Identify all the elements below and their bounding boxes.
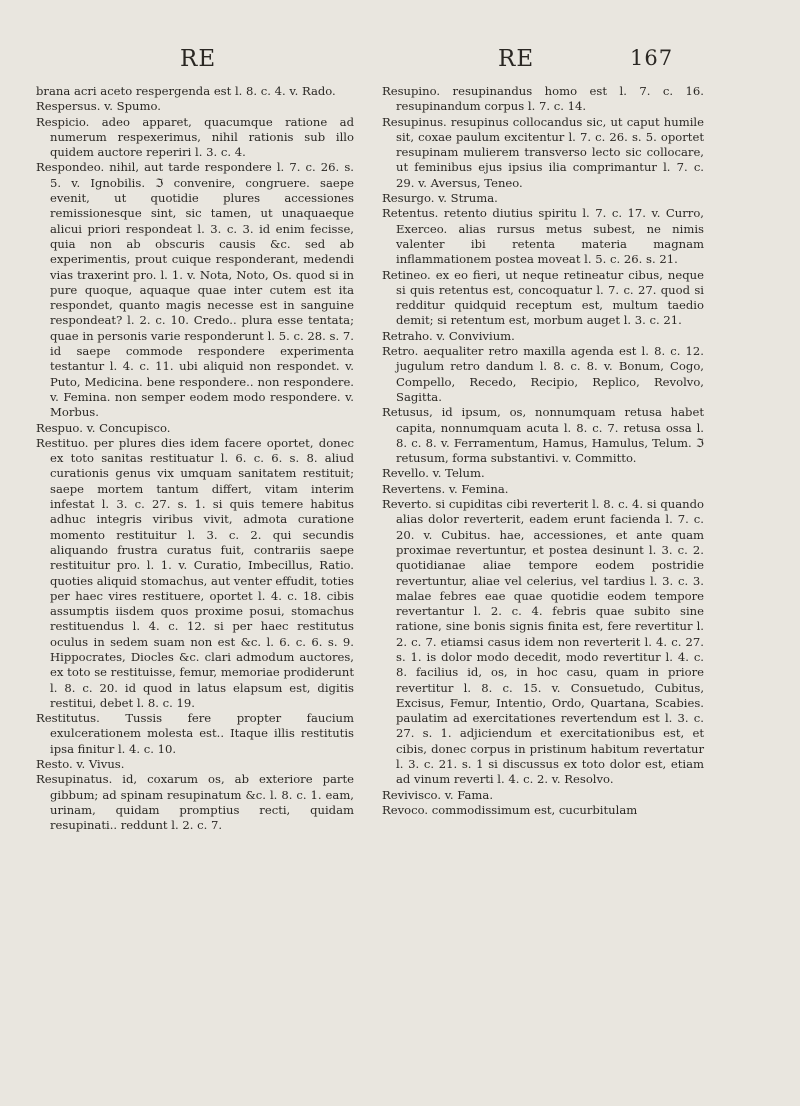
left-column xyxy=(36,84,354,834)
entry-revello: Revello. v. Telum. xyxy=(382,466,485,481)
running-head-right: RE xyxy=(498,46,535,72)
entry-resto: Resto. v. Vivus. xyxy=(36,757,125,772)
entry-resupinus: Resupinus. resupinus collocandus sic, ut caput humile sit, coxae paulum excitentur l. 7. c. 26. s. 5. oportet resupinam mulierem transverso lecto sic collocare, ut feminibus ejus ipsius ilia comprimantur l. 7. c. 29. v. Aversus, Teneo. xyxy=(382,114,704,190)
running-head-left: RE xyxy=(180,46,217,72)
entry-retentus: Retentus. retento diutius spiritu l. 7. c. 17. v. Curro, Exerceo. alias rursus metus subest, ne nimis valenter ibi retenta materia magnam inflammationem postea moveat l. 5. c. 26. s. 21. xyxy=(382,206,704,267)
entry-respersus: Respersus. v. Spumo. xyxy=(36,99,161,114)
entry-respicio: Respicio. adeo apparet, quacumque ratione ad numerum respexerimus, nihil rationis sub illo quidem auctore reperiri l. 3. c. 4. xyxy=(36,114,354,160)
entry-reverto: Reverto. si cupiditas cibi reverterit l. 8. c. 4. si quando alias dolor reverterit, eadem erunt facienda l. 7. c. 20. v. Cubitus. hae, accessiones, et ante quam proximae revertuntur, et postea desinunt l. 3. c. 2. quotidianae aliae tempore eodem postridie revertuntur, aliae vel celerius, vel tardius l. 3. c. 3. malae febres eae quae quotidie eodem tempore revertantur l. 2. c. 4. febris quae subito sine ratione, sine bonis signis finita est, fere revertitur l. 2. c. 7. etiamsi casus idem non reverterit l. 4. c. 27. s. 1. is dolor modo decedit, modo revertitur l. 4. c. 8. facilius id, os, in hoc casu, quam in priore revertitur l. 8. c. 15. v. Consuetudo, Cubitus, Excisus, Femur, Intentio, Ordo, Quartana, Scabies. paulatim ad exercitationes revertendum est l. 3. c. 27. s. 1. adjiciendum et exercitationibus est, et cibis, donec corpus in pristinum habitum revertatur l. 3. c. 21. s. 1 si discussus ex toto dolor est, etiam ad vinum reverti l. 4. c. 2. v. Resolvo. xyxy=(382,497,704,787)
entry-retusus: Retusus, id ipsum, os, nonnumquam retusa habet capita, nonnumquam acuta l. 8. c. 7. retusa ossa l. 8. c. 8. v. Ferramentum, Hamus, Hamulus, Telum. ℑ retusum, forma substantivi. v. Committo. xyxy=(382,405,704,466)
entry-brana: brana acri aceto respergenda est l. 8. c. 4. v. Rado. xyxy=(36,84,336,98)
entry-resupino: Resupino. resupinandus homo est l. 7. c. 16. resupinandum corpus l. 7. c. 14. xyxy=(382,84,704,114)
entry-restituo: Restituo. per plures dies idem facere oportet, donec ex toto sanitas restituatur l. 6. c. 6. s. 8. aliud curationis genus vix umquam sanitatem restituit; saepe mortem tantum differt, vitam interim infestat l. 3. c. 27. s. 1. si quis temere habitus adhuc integris viribus vivit, admota curatione momento restituitur l. 3. c. 2. qui secundis aliquando frustra curatus fuit, contrariis saepe restituitur pro. l. 1. v. Curatio, Imbecillus, Ratio. quoties aliquid stomachus, aut venter effudit, toties per haec vires restituere, oportet l. 4. c. 18. cibis assumptis iisdem quos proxime posui, stomachus restituendus l. 4. c. 12. si per haec restitutus oculus in sedem suam non est &c. l. 6. c. 6. s. 9. Hippocrates, Diocles &c. clari admodum auctores, ex toto se restituisse, femur, memoriae prodiderunt l. 8. c. 20. id quod in latus elapsum est, digitis restitui, debet l. 8. c. 19. xyxy=(36,435,354,710)
entry-respuo: Respuo. v. Concupisco. xyxy=(36,420,171,435)
entry-retraho: Retraho. v. Convivium. xyxy=(382,328,515,343)
entry-resupinatus: Resupinatus. id, coxarum os, ab exteriore parte gibbum; ad spinam resupinatum &c. l. 8. c. 1. eam, urinam, quidam promptius recti, quidam resupinati.. reddunt l. 2. c. 7. xyxy=(36,772,354,833)
entry-revoco: Revoco. commodissimum est, cucurbitulam xyxy=(382,802,638,817)
right-column xyxy=(382,84,704,818)
entry-retineo: Retineo. ex eo fieri, ut neque retineatur cibus, neque si quis retentus est, concoquatur l. 7. c. 27. quod si redditur quidquid receptum est, multum taedio demit; si retentum est, morbum auget l. 3. c. 21. xyxy=(382,267,704,328)
entry-resurgo: Resurgo. v. Struma. xyxy=(382,191,498,206)
entry-revertens: Revertens. v. Femina. xyxy=(382,481,509,496)
entry-retro: Retro. aequaliter retro maxilla agenda est l. 8. c. 12. jugulum retro dandum l. 8. c. 8. v. Bonum, Cogo, Compello, Recedo, Recipio, Replico, Revolvo, Sagitta. xyxy=(382,344,704,404)
entry-revivisco: Revivisco. v. Fama. xyxy=(382,787,493,802)
entry-respondeo: Respondeo. nihil, aut tarde respondere l. 7. c. 26. s. 5. v. Ignobilis. ℑ convenire, congruere. saepe evenit, ut quotidie plures accessiones remissionesque sint, sic tamen, ut unaquaeque alicui priori respondeat l. 3. c. 3. id enim fecisse, quia non ab obscuris causis &c. sed ab experimentis, prout cuique responderant, medendi vias traxerint pro. l. 1. v. Nota, Noto, Os. quod si in pure quoque, aquaque quae inter cutem est ita respondet, quanto magis necesse est in sanguine respondeat? l. 2. c. 10. Credo.. plura esse tentata; quae in personis varie responderunt l. 5. c. 28. s. 7. id saepe commode respondere experimenta testantur l. 4. c. 11. ubi aliquid non respondet. v. Puto, Medicina. bene respondere.. non respondere. v. Femina. non semper eodem modo respondere. v. Morbus. xyxy=(36,160,354,420)
page-number: 167 xyxy=(630,46,674,70)
entry-restitutus: Restitutus. Tussis fere propter faucium exulcerationem molesta est.. Itaque illis restitutis ipsa finitur l. 4. c. 10. xyxy=(36,711,354,756)
